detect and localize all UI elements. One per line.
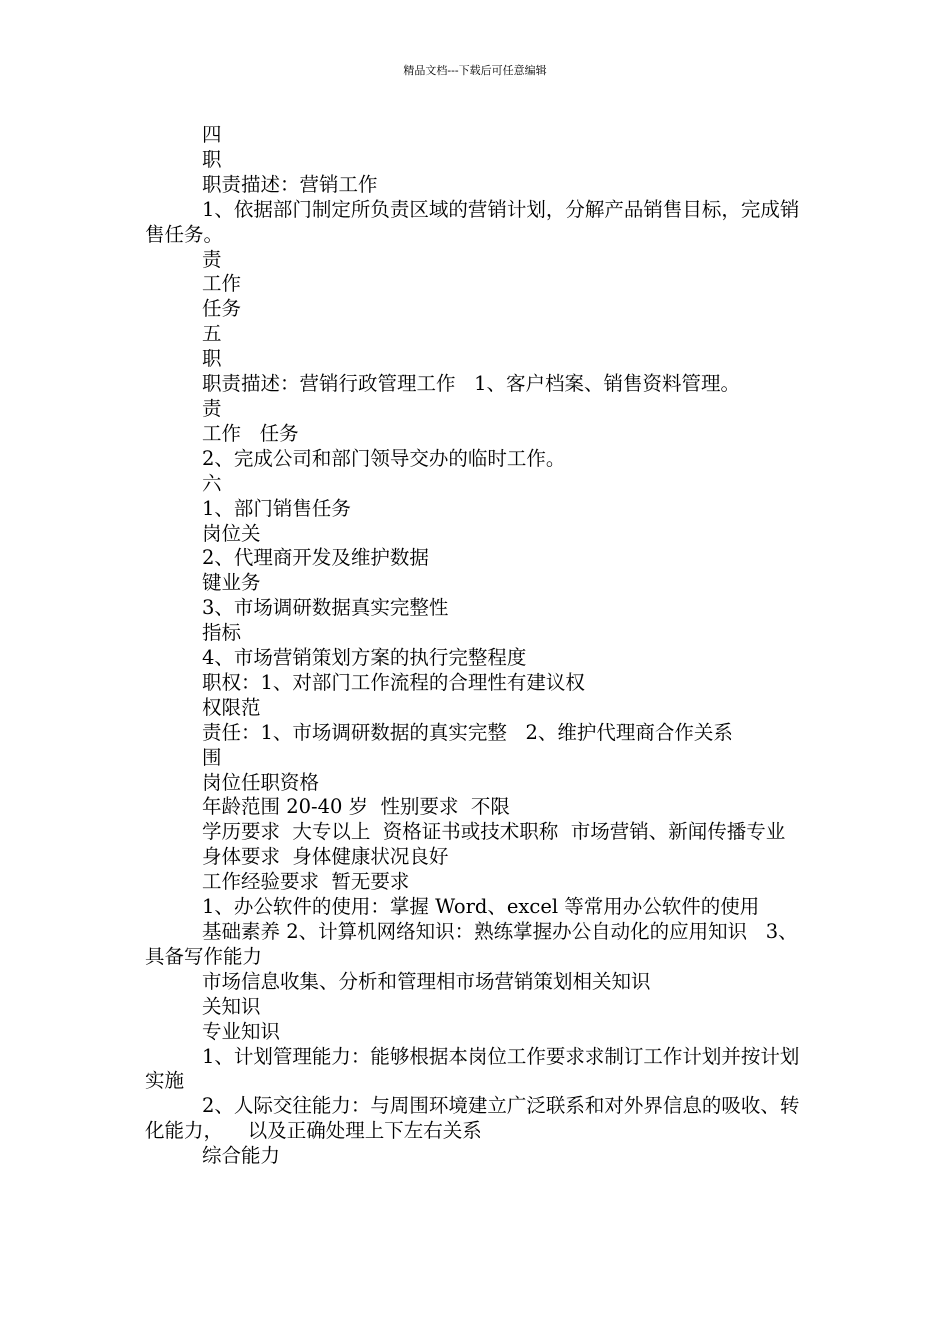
text-line: 年龄范围 20-40 岁 性别要求 不限 [202,795,510,819]
text-line: 身体要求 身体健康状况良好 [202,845,449,869]
text-line: 责 [202,247,222,271]
text-line: 岗位任职资格 [202,770,320,794]
text-line: 四 [202,123,222,146]
text-line: 基础素养 2、计算机网络知识：熟练掌握办公自动化的应用知识 3、具备写作能力 [145,920,798,968]
text-line: 职权：1、对部门工作流程的合理性有建议权 [202,670,585,694]
text-line: 市场信息收集、分析和管理相市场营销策划相关知识 [202,969,651,993]
text-line: 职 [202,347,222,371]
text-line: 任务 [202,297,242,321]
text-line: 围 [202,745,222,769]
text-line: 键业务 [202,571,261,595]
text-line: 岗位关 [202,521,261,545]
document-body [145,123,817,1169]
text-line: 关知识 [202,994,261,1018]
text-line: 1、计划管理能力：能够根据本岗位工作要求求制订工作计划并按计划实施 [145,1044,800,1093]
text-line: 3、市场调研数据真实完整性 [202,596,449,620]
text-line: 2、完成公司和部门领导交办的临时工作。 [202,446,566,470]
text-line: 专业知识 [202,1019,281,1043]
text-line: 学历要求 大专以上 资格证书或技术职称 市场营销、新闻传播专业 [202,820,786,844]
text-line: 综合能力 [202,1144,281,1168]
text-line: 工作 [202,272,242,296]
text-line: 1、依据部门制定所负责区域的营销计划，分解产品销售目标，完成销售任务。 [145,197,800,246]
text-line: 权限范 [202,695,261,719]
page-header: 精品文档---下载后可任意编辑 [403,64,547,77]
text-line: 责 [202,396,222,420]
text-line: 职责描述：营销工作 [202,172,378,196]
text-line: 责任：1、市场调研数据的真实完整 2、维护代理商合作关系 [202,720,733,744]
text-line: 指标 [202,621,242,645]
text-line: 4、市场营销策划方案的执行完整程度 [202,646,527,670]
text-line: 五 [202,322,222,346]
text-line: 工作 任务 [202,421,299,445]
text-line: 工作经验要求 暂无要求 [202,870,410,894]
text-line: 职 [202,147,222,171]
text-line: 职责描述：营销行政管理工作 1、客户档案、销售资料管理。 [202,372,741,396]
text-line: 2、人际交往能力：与周围环境建立广泛联系和对外界信息的吸收、转化能力， 以及正确处理上下左右关系 [145,1094,800,1143]
text-line: 2、代理商开发及维护数据 [202,546,429,570]
text-line: 六 [202,471,222,495]
text-line: 1、办公软件的使用：掌握 Word、excel 等常用办公软件的使用 [202,895,760,919]
text-line: 1、部门销售任务 [202,496,351,520]
